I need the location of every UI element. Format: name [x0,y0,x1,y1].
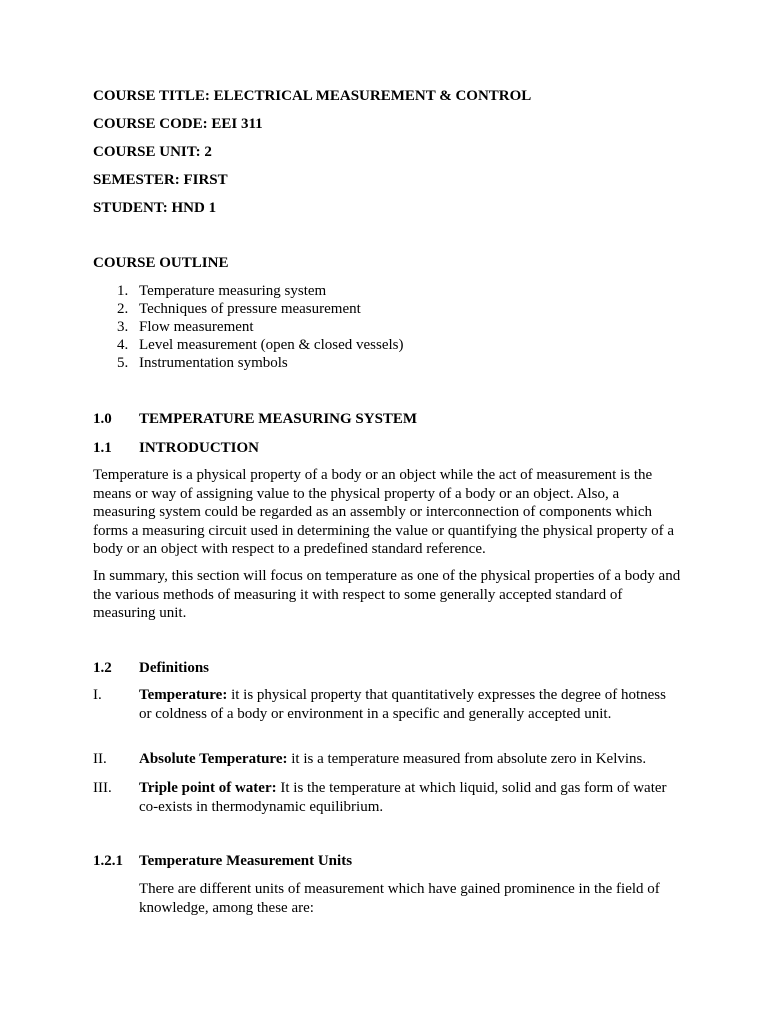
semester: SEMESTER: FIRST [93,172,228,188]
course-code: COURSE CODE: EEI 311 [93,116,263,132]
units-paragraph: There are different units of measurement which have gained prominence in the field of knowledge, among these are: [139,881,660,916]
document-page: COURSE TITLE: ELECTRICAL MEASUREMENT & CONTROL COURSE CODE: EEI 311 COURSE UNIT: 2 SEMESTER: FIRST STUDENT: HND 1 COURSE OUTLINE 1. Temperature measuring system 2. Techniques of pressure measurement 3. Flow measurement 4. Level measurement (open & closed vessels) 5. Instrumentation symbols 1.0 TEMPERATURE MEASURING SYSTEM 1.1 INTRODUCTION Temperature is a physical property of a body or an object while the act of measurement is the means or way of assigning value to the physical property of a body or an object. Also, a measuring system could be regarded as an assembly or interconnection of components which forms a measuring circuit used in determining the value or quantifying the physical property of a body or an object with respect to a predefined standard reference. In summary, this section will focus on temperature as one of the physical properties of a body and the various methods of measuring it with respect to some generally accepted standard of measuring unit. 1.2 Definitions I. Temperature: it is physical property that quantitatively expresses the degree of hotness or coldness of a body or environment in a specific and generally accepted unit. II. Absolute Temperature: it is a temperature measured from absolute zero in Kelvins. III. Triple point of water: It is the temperature at which liquid, solid and gas form of water co-exists in thermodynamic equilibrium. 1.2.1 Temperature Measurement Units There are different units of measurement which have gained prominence in the field of knowledge, among these are: [0,0,768,1024]
intro-paragraph-2: In summary, this section will focus on temperature as one of the physical properties of a body and the various methods of measuring it with respect to some generally accepted standard of measuring unit. [93,568,681,621]
course-title: COURSE TITLE: ELECTRICAL MEASUREMENT & CONTROL [93,88,532,104]
course-unit: COURSE UNIT: 2 [93,144,212,160]
outline-heading: COURSE OUTLINE [93,255,229,271]
student: STUDENT: HND 1 [93,200,217,216]
intro-paragraph-1: Temperature is a physical property of a body or an object while the act of measurement is the means or way of assigning value to the physical property of a body or an object. Also, a measuring system could be regarded as an assembly or interconnection of components which forms a measuring circuit used in determining the value or quantifying the physical property of a body or an object with respect to a predefined standard reference. [93,467,675,557]
